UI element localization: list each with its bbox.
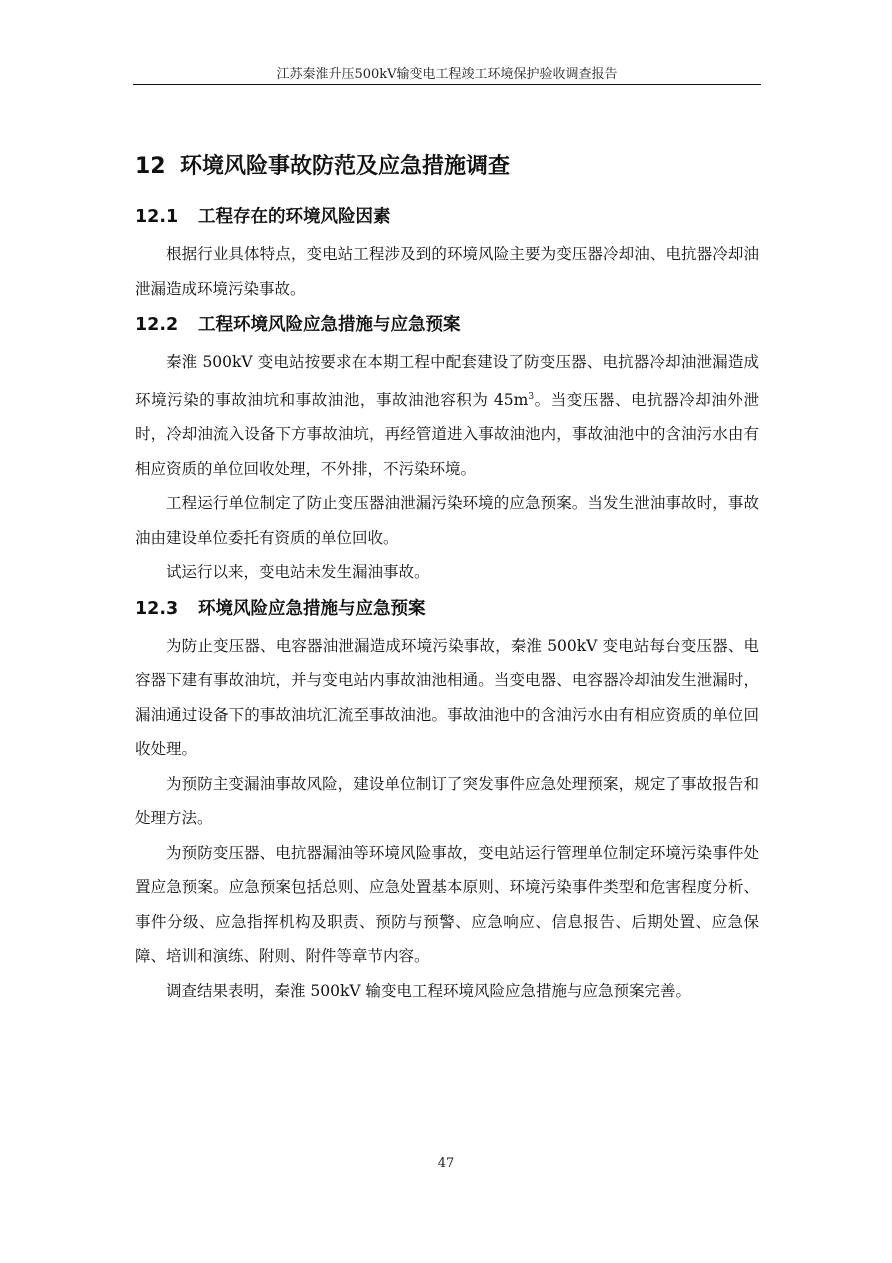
section-heading-12-1 <box>135 199 759 235</box>
header-divider <box>133 84 761 85</box>
section-title: 环境风险应急措施与应急预案 <box>198 598 426 619</box>
paragraph <box>135 345 759 486</box>
paragraph: 为预防变压器、电抗器漏油等环境风险事故，变电站运行管理单位制定环境污染事件处置应急预案。应急预案包括总则、应急处置基本原则、环境污染事件类型和危害程度分析、事件分级、应急指挥机构及职责、预防与预警、应急响应、信息报告、后期处置、应急保障、培训和演练、附则、附件等章节内容。 <box>135 843 759 965</box>
paragraph: 调查结果表明，秦淮 500kV 输变电工程环境风险应急措施与应急预案完善。 <box>166 981 692 1000</box>
paragraph-text-continued: 。当变压器、电抗器冷却油外泄时，冷却油流入设备下方事故油坑，再经管道进入事故油池内，事故油池中的含油污水由有相应资质的单位回收处理，不外排，不污染环境。 <box>135 390 759 478</box>
paragraph: 试运行以来，变电站未发生漏油事故。 <box>166 563 430 581</box>
chapter-number: 12 <box>135 154 166 179</box>
section-heading-12-3 <box>135 591 759 627</box>
superscript: 3 <box>528 391 535 402</box>
paragraph: 根据行业具体特点，变电站工程涉及到的环境风险主要为变压器冷却油、电抗器冷却油泄漏造成环境污染事故。 <box>135 245 759 298</box>
section-number: 12.3 <box>135 598 179 619</box>
section-title: 工程环境风险应急措施与应急预案 <box>198 315 461 335</box>
running-header: 江苏秦淮升压500kV输变电工程竣工环境保护验收调查报告 <box>276 67 618 82</box>
section-number: 12.2 <box>135 315 179 335</box>
section-heading-12-2 <box>135 307 759 343</box>
chapter-heading <box>135 148 759 186</box>
chapter-title: 环境风险事故防范及应急措施调查 <box>180 154 511 179</box>
section-title: 工程存在的环境风险因素 <box>198 207 391 227</box>
paragraph: 为防止变压器、电容器油泄漏造成环境污染事故，秦淮 500kV 变电站每台变压器、电容器下建有事故油坑，并与变电站内事故油池相通。当变电器、电容器冷却油发生泄漏时，漏油通过设备下的事故油坑汇流至事故油池。事故油池中的含油污水由有相应资质的单位回收处理。 <box>135 636 759 758</box>
paragraph: 工程运行单位制定了防止变压器油泄漏污染环境的应急预案。当发生泄油事故时，事故油由建设单位委托有资质的单位回收。 <box>135 494 759 547</box>
paragraph: 为预防主变漏油事故风险，建设单位制订了突发事件应急处理预案，规定了事故报告和处理方法。 <box>135 774 759 827</box>
section-number: 12.1 <box>135 207 179 227</box>
page-content <box>135 148 759 1008</box>
page-number: 47 <box>437 1156 455 1171</box>
paragraph-text: 秦淮 500kV 变电站按要求在本期工程中配套建设了防变压器、电抗器冷却油泄漏造成环境污染的事故油坑和事故油池，事故油池容积为 45m <box>135 353 759 409</box>
